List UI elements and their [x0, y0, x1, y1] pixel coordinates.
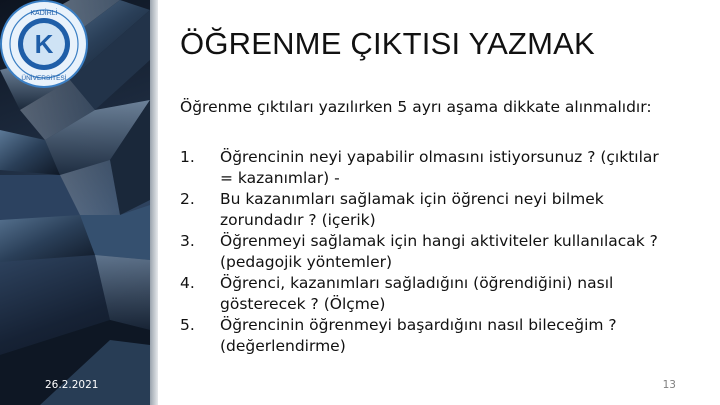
- step-text: Öğrenmeyi sağlamak için hangi aktiviteler kullanılacak ? (pedagojik yöntemler): [220, 232, 658, 271]
- list-item: [180, 231, 700, 272]
- separator-strip: [150, 0, 158, 405]
- university-seal-logo: [0, 0, 88, 88]
- list-item: [180, 189, 700, 230]
- list-item: [180, 315, 700, 356]
- step-number: 4.: [180, 274, 195, 292]
- logo-bottom-text: ÜNİVERSİTESİ: [21, 75, 67, 82]
- decorative-cube-panel: [0, 0, 150, 405]
- step-number: 3.: [180, 232, 195, 250]
- step-text: Öğrenci, kazanımları sağladığını (öğrendiğini) nasıl gösterecek ? (Ölçme): [220, 274, 614, 313]
- step-text: Öğrencinin neyi yapabilir olmasını istiyorsunuz ? (çıktılar = kazanımlar) -: [220, 148, 659, 187]
- page-number: 13: [662, 379, 676, 391]
- list-item: [180, 147, 700, 188]
- slide-intro: Öğrenme çıktıları yazılırken 5 ayrı aşama dikkate alınmalıdır:: [180, 98, 652, 116]
- step-number: 1.: [180, 148, 195, 166]
- logo-letter: K: [34, 29, 54, 59]
- step-number: 5.: [180, 316, 195, 334]
- step-text: Bu kazanımları sağlamak için öğrenci neyi bilmek zorundadır ? (içerik): [220, 190, 604, 229]
- steps-list: [180, 147, 700, 357]
- slide-title: ÖĞRENME ÇIKTISI YAZMAK: [180, 26, 595, 61]
- logo-top-text: KADİRLİ: [30, 10, 58, 17]
- slide-date: 26.2.2021: [45, 379, 99, 391]
- list-item: [180, 273, 700, 314]
- step-text: Öğrencinin öğrenmeyi başardığını nasıl bileceğim ? (değerlendirme): [220, 316, 617, 355]
- step-number: 2.: [180, 190, 195, 208]
